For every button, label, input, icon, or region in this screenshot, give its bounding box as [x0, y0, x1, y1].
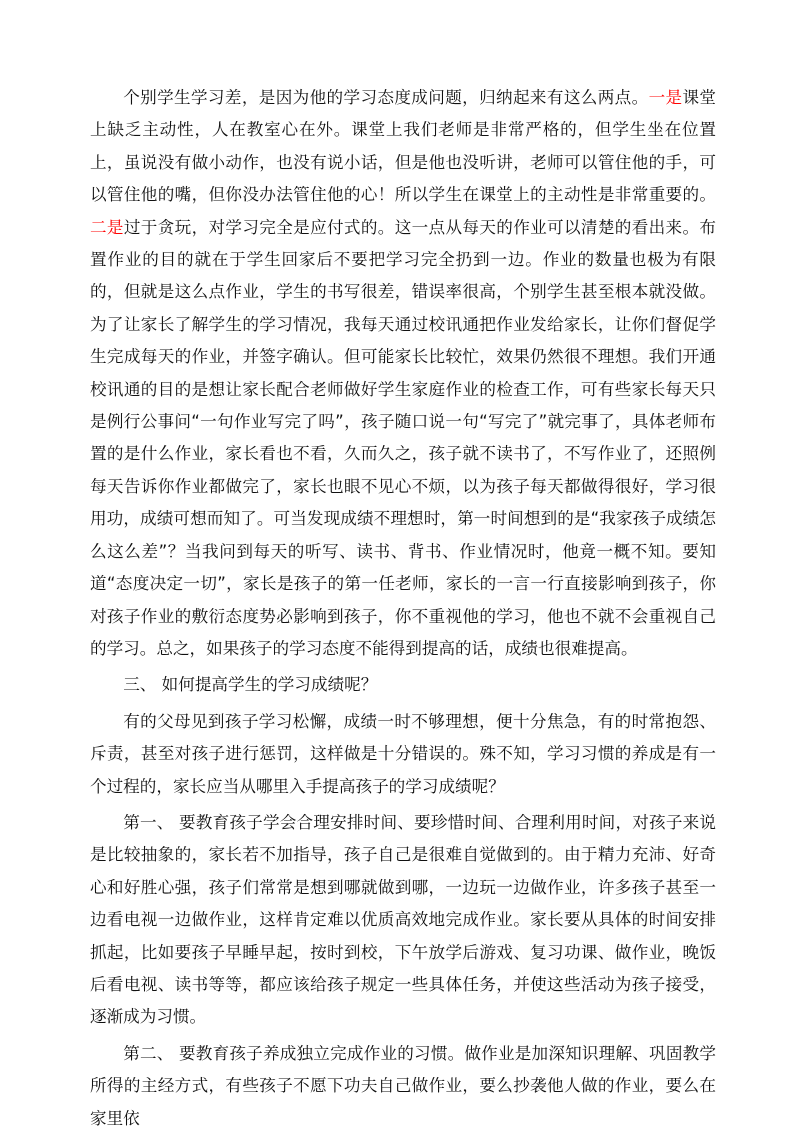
paragraph-parents: 有的父母见到孩子学习松懈，成绩一时不够理想，便十分焦急，有的时常抱怨、斥责，甚至对孩子进行惩罚，这样做是十分错误的。殊不知，学习习惯的养成是有一个过程的，家长应当从哪里入手提高孩子的学习成绩呢？: [90, 711, 716, 796]
highlight-point-one: 一是: [648, 88, 683, 107]
paragraph-attitude-point-one: 课堂上缺乏主动性，人在教室心在外。课堂上我们老师是非常严格的，但学生坐在位置上，虽说没有做小动作，也没有说小话，但是他也没听讲，老师可以管住他的手，可以管住他的嘴，但你没办法管住他的心！所以学生在课堂上的主动性是非常重要的。: [90, 88, 717, 205]
paragraph-attitude-point-two: 过于贪玩，对学习完全是应付式的。这一点从每天的作业可以清楚的看出来。布置作业的目的就在于学生回家后不要把学习完全扔到一边。作业的数量也极为有限的，但就是这么点作业，学生的书写很差，错误率很高，个别学生甚至根本就没做。为了让家长了解学生的学习情况，我每天通过校讯通把作业发给家长，让你们督促学生完成每天的作业，并签字确认。但可能家长比较忙，效果仍然很不理想。我们开通校讯通的目的是想让家长配合老师做好学生家庭作业的检查工作，可有些家长每天只是例行公事问“一句作业写完了吗”，孩子随口说一句“写完了”就完事了，具体老师布置的是什么作业，家长看也不看，久而久之，孩子就不读书了，不写作业了，还照例每天告诉你作业都做完了，家长也眼不见心不烦，以为孩子每天都做得很好，学习很用功，成绩可想而知了。可当发现成绩不理想时，第一时间想到的是“我家孩子成绩怎么这么差”？当我问到每天的听写、读书、背书、作业情况时，他竟一概不知。要知道“态度决定一切”，家长是孩子的第一任老师，家长的一言一行直接影响到孩子，你对孩子作业的敷衍态度势必影响到孩子，你不重视他的学习，他也不就不会重视自己的学习。总之，如果孩子的学习态度不能得到提高的话，成绩也很难提高。: [90, 217, 717, 658]
paragraph-second-point: 第二、 要教育孩子养成独立完成作业的习惯。做作业是加深知识理解、巩固教学所得的主经方式，有些孩子不愿下功夫自己做作业，要么抄袭他人做的作业，要么在家里依: [90, 1043, 716, 1128]
paragraph-first-point: 第一、 要教育孩子学会合理安排时间、要珍惜时间、合理利用时间，对孩子来说是比较抽象的，家长若不加指导，孩子自己是很难自觉做到的。由于精力充沛、好奇心和好胜心强，孩子们常常是想到哪就做到哪，一边玩一边做作业，许多孩子甚至一边看电视一边做作业，这样肯定难以优质高效地完成作业。家长要从具体的时间安排抓起，比如要孩子早睡早起，按时到校，下午放学后游戏、复习功课、做作业，晚饭后看电视、读书等等，都应该给孩子规定一些具体任务，并使这些活动为孩子接受，逐渐成为习惯。: [90, 812, 716, 1027]
section-heading-three: 三、 如何提高学生的学习成绩呢？: [123, 675, 378, 695]
document-body: [90, 82, 716, 1135]
highlight-point-two: 二是: [90, 217, 124, 237]
paragraph-attitude-intro: 个别学生学习差，是因为他的学习态度成问题，归纳起来有这么两点。: [123, 88, 649, 107]
paragraph-attitude: [90, 82, 716, 665]
